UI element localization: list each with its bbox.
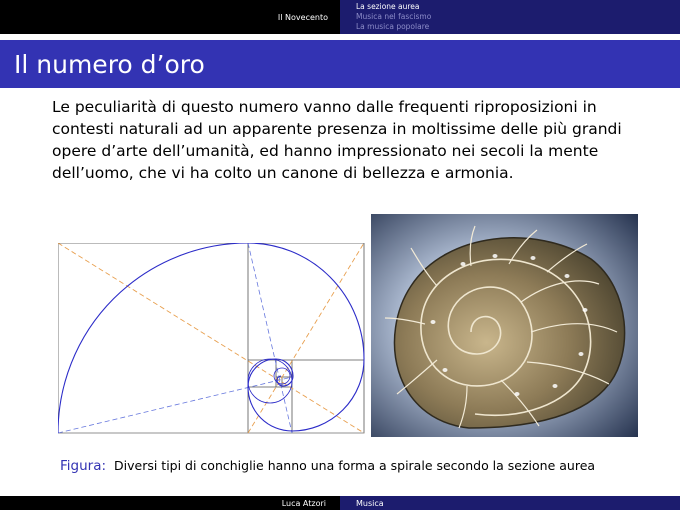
nautilus-shell-image bbox=[371, 214, 638, 437]
golden-spiral-diagram bbox=[58, 243, 366, 435]
figure-label: Figura: bbox=[60, 458, 107, 474]
section-link[interactable]: Il Novecento bbox=[277, 12, 328, 22]
body-paragraph: Le peculiarità di questo numero vanno dalle frequenti riproposizioni in contesti naturali ad un apparente presenza in moltissime delle più grandi opere d’arte dell’umanità, ed hanno impressionato nei secoli la mente dell’uomo, che vi ha colto un canone di bellezza e armonia. bbox=[52, 98, 622, 182]
slide-title: Il numero d’oro bbox=[14, 49, 205, 79]
top-navigation bbox=[0, 0, 680, 34]
footer-author-box bbox=[0, 496, 340, 510]
footer-topic: Musica bbox=[356, 498, 384, 508]
subsection-link-sezione-aurea[interactable]: La sezione aurea bbox=[356, 2, 420, 11]
figure-caption-text: Diversi tipi di conchiglie hanno una forma a spirale secondo la sezione aurea bbox=[114, 458, 596, 473]
footer-author: Luca Atzori bbox=[281, 498, 326, 508]
figure-caption bbox=[60, 458, 595, 474]
section-nav bbox=[0, 0, 340, 34]
title-bar bbox=[0, 40, 680, 88]
footer-topic-box bbox=[340, 496, 680, 510]
footer-bar bbox=[0, 496, 680, 510]
subsection-nav bbox=[340, 0, 680, 34]
subsection-link-musica-fascismo[interactable]: Musica nel fascismo bbox=[356, 12, 432, 21]
subsection-link-musica-popolare[interactable]: La musica popolare bbox=[356, 22, 430, 31]
